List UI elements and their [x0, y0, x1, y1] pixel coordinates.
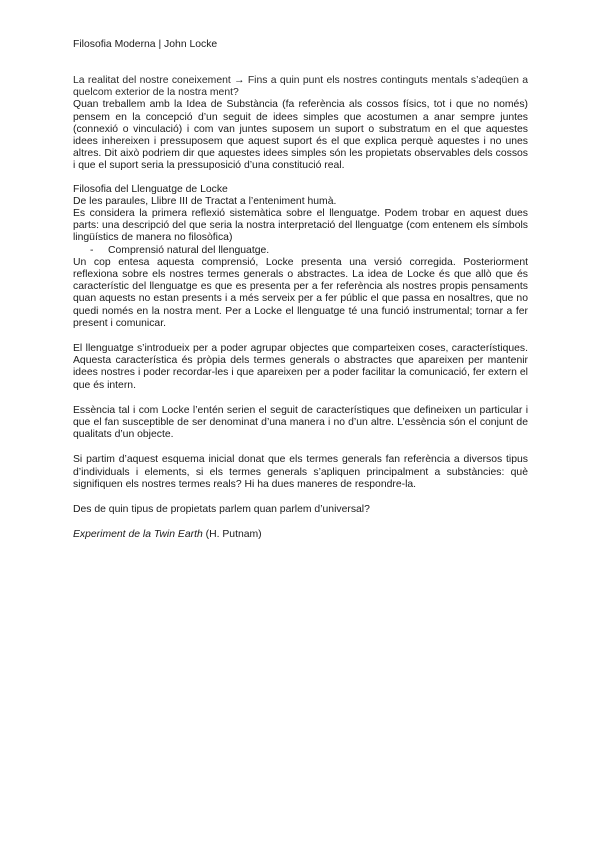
twin-earth-line: [73, 529, 528, 541]
page-header: Filosofia Moderna | John Locke: [73, 39, 218, 50]
general-terms-paragraph: Si partim d’aquest esquema inicial donat que els termes generals fan referència a diversos tipus d’individuals i elements, si els termes generals s’apliquen principalment a substàncies: què signifiquen els nostres termes reals? Hi ha dues maneres de respondre-la.: [73, 454, 528, 490]
question-paragraph: La realitat del nostre coneixement → Fins a quin punt els nostres continguts mentals s’adeqüen a quelcom exterior de la nostra ment?: [73, 75, 528, 99]
twin-earth-author: (H. Putnam): [202, 529, 262, 541]
language-intro-paragraph: Es considera la primera reflexió sistemàtica sobre el llenguatge. Podem trobar en aquest dues parts: una descripció del que seria la nostra interpretació del llenguatge (com entenem els símbols lingüístics de manera no filosòfica): [73, 208, 528, 244]
universal-question: Des de quin tipus de propietats parlem quan parlem d’universal?: [73, 504, 370, 516]
corrected-version-paragraph: Un cop entesa aquesta comprensió, Locke presenta una versió corregida. Posteriorment reflexiona sobre els nostres termes generals o abstractes. La idea de Locke és que allò que és característic del llenguatge es que es presenta per a fer referència als nostres propis pensaments quan aquests no estan presents i a més serveix per a fer públic el que passa en nosaltres, que no quedi només en la nostra ment. Per a Locke el llenguatge té una funció instrumental; tornar a fer present i comunicar.: [73, 256, 528, 329]
grouping-paragraph: El llenguatge s’introdueix per a poder agrupar objectes que comparteixen coses, característiques. Aquesta característica és pròpia dels termes generals o abstractes que apareixen per mantenir idees nostres i poder recordar-les i que apareixen per a poder facilitar la comunicació, fer extern el que és intern.: [73, 343, 528, 391]
essence-paragraph: Essència tal i com Locke l’entén serien el seguit de característiques que defineixen un particular i que el fan susceptible de ser denominat d’una manera i no d’un altre. L’essència són el conjunt de qualitats d’un objecte.: [73, 404, 528, 441]
section-subtitle: De les paraules, Llibre III de Tractat a l’enteniment humà.: [73, 195, 337, 207]
section-title: Filosofia del Llenguatge de Locke: [73, 183, 228, 195]
twin-earth-title: Experiment de la Twin Earth: [73, 529, 203, 541]
list-item: [73, 245, 528, 257]
substance-paragraph: Quan treballem amb la Idea de Substància (fa referència als cossos físics, tot i que no només) pensem en la concepció d’un seguit de idees simples que acostumen a anar sempre juntes (connexió o vinculació) i com van juntes suposem un suport o substratum en el que aquestes idees inhereixen i pressuposem que aquest suport és el que explica perquè aquestes i no unes altres. Dit això podriem dir que aquestes idees simples són les propietats observables dels cossos i que el suport seria la pressuposició d’una constitució real.: [73, 99, 528, 172]
bullet-text: Comprensió natural del llenguatge.: [108, 244, 270, 256]
bullet-dash: -: [90, 244, 94, 256]
